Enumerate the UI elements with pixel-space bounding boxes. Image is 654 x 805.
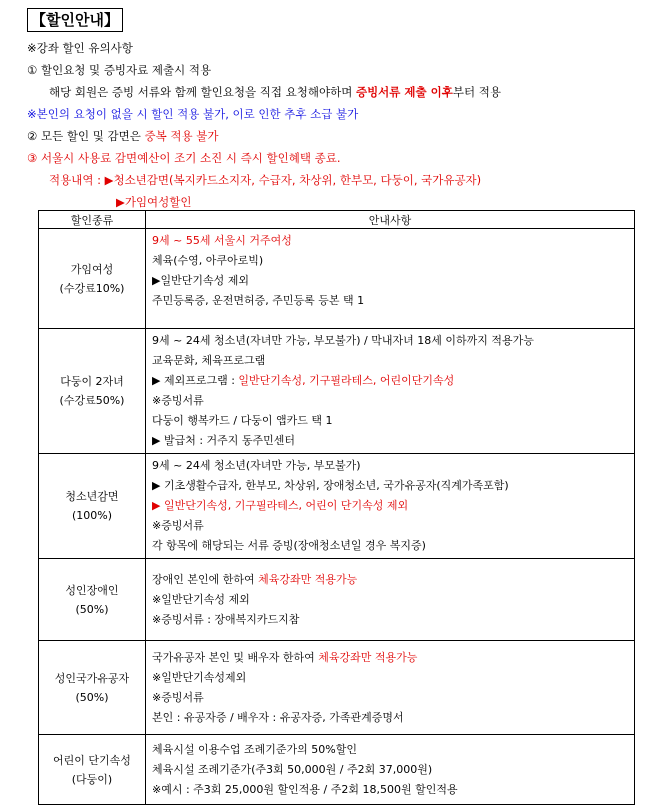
note-scope-item-1: ▶청소년감면(복지카드소지자, 수급자, 차상위, 한부모, 다둥이, 국가유공자) — [104, 173, 482, 187]
info-line: 체육시설 이용수업 조례기준가의 50%할인 — [152, 742, 357, 756]
info-line: 체육(수영, 아쿠아로빅) — [152, 254, 264, 267]
info-line: 9세 ~ 55세 서울시 거주여성 — [152, 234, 292, 247]
table-row — [39, 641, 635, 735]
info-line-text: ▶ 제외프로그램 : — [152, 374, 239, 387]
discount-kind-name: 청소년감면 — [65, 490, 119, 503]
discount-info-cell — [146, 735, 635, 805]
info-line: ※일반단기속성제외 — [152, 670, 247, 684]
notes-header: ※강좌 할인 유의사항 — [27, 41, 133, 55]
discount-info-cell — [146, 229, 635, 329]
table-row — [39, 329, 635, 454]
discount-kind-cell — [39, 329, 146, 454]
info-line: ※증빙서류 — [152, 519, 204, 532]
info-line: 9세 ~ 24세 청소년(자녀만 가능, 부모불가) / 막내자녀 18세 이하까지 적용가능 — [152, 334, 534, 347]
info-line-highlight: 체육강좌만 적용가능 — [318, 650, 418, 664]
note-scope-item-2: ▶가임여성할인 — [116, 195, 192, 209]
info-line: ※증빙서류 : 장애복지카드지참 — [152, 612, 300, 626]
discount-kind-cell — [39, 454, 146, 559]
table-row — [39, 229, 635, 329]
note-item-1-detail-text: 해당 회원은 증빙 서류와 함께 할인요청을 직접 요청해야하며 — [49, 85, 356, 99]
info-line: ※일반단기속성 제외 — [152, 592, 250, 606]
discount-info-cell — [146, 329, 635, 454]
discount-kind-rate: (100%) — [71, 509, 113, 522]
info-line: 본인 : 유공자증 / 배우자 : 유공자증, 가족관계증명서 — [152, 710, 404, 724]
info-line: 각 항목에 해당되는 서류 증빙(장애청소년일 경우 복지증) — [152, 539, 426, 552]
info-line: ▶ 발급처 : 거주지 동주민센터 — [152, 434, 296, 447]
discount-kind-name: 어린이 단기속성 — [53, 753, 131, 767]
info-line — [152, 648, 628, 668]
column-header-kind: 할인종류 — [39, 211, 146, 229]
info-line-highlight: 일반단기속성, 기구필라테스, 어린이단기속성 — [238, 374, 455, 387]
table-row — [39, 559, 635, 641]
note-item-2-highlight: 중복 적용 불가 — [144, 129, 219, 143]
info-line: ▶ 기초생활수급자, 한부모, 차상위, 장애청소년, 국가유공자(직계가족포함) — [152, 479, 509, 492]
note-item-1-detail-tail: 부터 적용 — [452, 85, 501, 99]
discount-notes — [27, 37, 647, 213]
info-line: 주민등록증, 운전면허증, 주민등록 등본 택 1 — [152, 294, 365, 307]
info-line: 체육시설 조례기준가(주3회 50,000원 / 주2회 37,000원) — [152, 762, 433, 776]
discount-kind-rate: (수강료50%) — [59, 394, 125, 407]
discount-kind-rate: (수강료10%) — [59, 281, 125, 295]
note-item-1-highlight: 증빙서류 제출 이후 — [355, 85, 453, 99]
discount-kind-cell — [39, 641, 146, 735]
info-line: 다둥이 행복카드 / 다둥이 앱카드 택 1 — [152, 414, 333, 427]
discount-info-cell — [146, 559, 635, 641]
discount-kind-cell — [39, 559, 146, 641]
discount-kind-rate: (다둥이) — [71, 772, 113, 786]
info-line-text: 장애인 본인에 한하여 — [152, 572, 259, 586]
note-item-2-text: ② 모든 할인 및 감면은 — [27, 129, 145, 143]
note-item-3: ③ 서울시 사용료 감면예산이 조기 소진 시 즉시 할인혜택 종료. — [27, 151, 341, 165]
discount-kind-rate: (50%) — [75, 690, 109, 704]
column-header-info: 안내사항 — [146, 211, 635, 229]
note-item-2 — [27, 125, 647, 147]
discount-kind-cell — [39, 735, 146, 805]
discount-table — [38, 210, 635, 805]
note-scope — [27, 169, 647, 191]
info-line: ※증빙서류 — [152, 690, 204, 704]
info-line: ※증빙서류 — [152, 394, 204, 407]
discount-kind-name: 성인장애인 — [65, 583, 119, 597]
note-item-1-detail — [27, 81, 647, 103]
table-row — [39, 735, 635, 805]
info-line-text: 국가유공자 본인 및 배우자 한하여 — [152, 650, 319, 664]
info-line-highlight: 체육강좌만 적용가능 — [258, 572, 358, 586]
table-header-row — [39, 211, 635, 229]
info-line: ※예시 : 주3회 25,000원 할인적용 / 주2회 18,500원 할인적용 — [152, 782, 458, 796]
note-scope-label: 적용내역 : — [49, 173, 105, 187]
discount-info-cell — [146, 641, 635, 735]
discount-kind-name: 다둥이 2자녀 — [60, 375, 124, 388]
info-line: 교육문화, 체육프로그램 — [152, 354, 266, 367]
info-line: ▶일반단기속성 제외 — [152, 274, 249, 287]
info-line — [152, 371, 628, 391]
discount-info-cell — [146, 454, 635, 559]
discount-kind-rate: (50%) — [75, 602, 109, 616]
discount-kind-name: 성인국가유공자 — [54, 671, 130, 685]
discount-kind-name: 가임여성 — [70, 262, 114, 276]
note-item-1: ① 할인요청 및 증빙자료 제출시 적용 — [27, 63, 212, 77]
info-line: 9세 ~ 24세 청소년(자녀만 가능, 부모불가) — [152, 459, 361, 472]
page-title: 【할인안내】 — [27, 8, 123, 32]
discount-kind-cell — [39, 229, 146, 329]
note-warning: ※본인의 요청이 없을 시 할인 적용 불가, 이로 인한 추후 소급 불가 — [27, 107, 359, 121]
table-row — [39, 454, 635, 559]
info-line — [152, 570, 628, 590]
info-line: ▶ 일반단기속성, 기구필라테스, 어린이 단기속성 제외 — [152, 499, 409, 512]
